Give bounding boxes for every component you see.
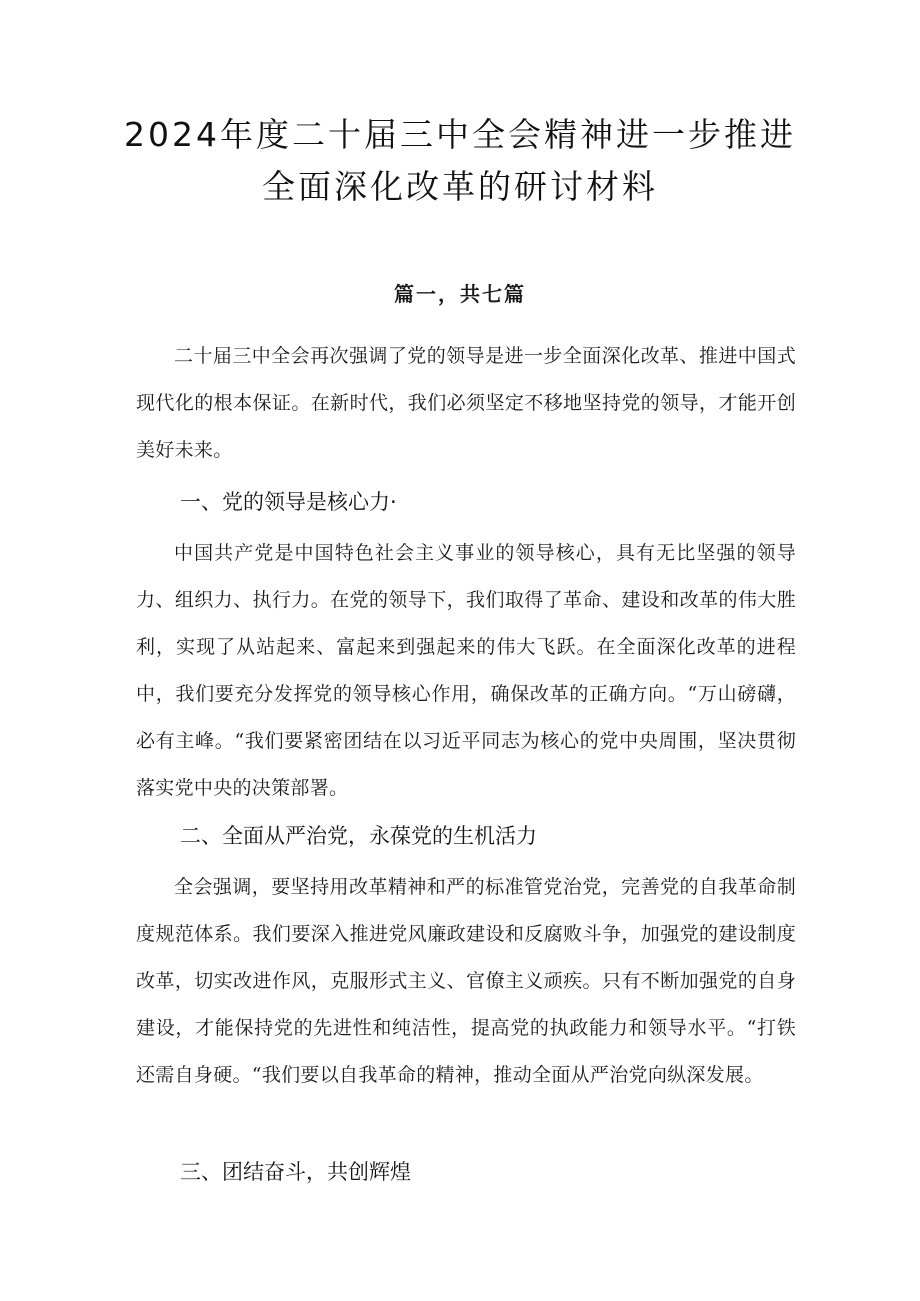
document-title-line-1: 2024年度二十届三中全会精神进一步推进	[124, 115, 796, 154]
section-body-2: 全会强调，要坚持用改革精神和严的标准管党治党，完善党的自我革命制度规范体系。我们要深入推进党风廉政建设和反腐败斗争，加强党的建设制度改革，切实改进作风，克服形式主义、官僚主义顽疾。只有不断加强党的自身建设，才能保持党的先进性和纯洁性，提高党的执政能力和领导水平。“打铁还需自身硬。“我们要以自我革命的精神，推动全面从严治党向纵深发展。	[136, 876, 796, 1086]
section-heading-1: 一、党的领导是核心力·	[180, 490, 397, 514]
intro-paragraph: 二十届三中全会再次强调了党的领导是进一步全面深化改革、推进中国式现代化的根本保证。在新时代，我们必须坚定不移地坚持党的领导，才能开创美好未来。	[136, 345, 796, 461]
document-subtitle: 篇一，共七篇	[394, 282, 526, 306]
section-heading-3: 三、团结奋斗，共创辉煌	[180, 1160, 411, 1184]
section-heading-2: 二、全面从严治党，永葆党的生机活力	[180, 824, 537, 848]
document-title-line-2: 全面深化改革的研讨材料	[262, 167, 658, 206]
section-body-1: 中国共产党是中国特色社会主义事业的领导核心，具有无比坚强的领导力、组织力、执行力。在党的领导下，我们取得了革命、建设和改革的伟大胜利，实现了从站起来、富起来到强起来的伟大飞跃。在全面深化改革的进程中，我们要充分发挥党的领导核心作用，确保改革的正确方向。“万山磅礴，必有主峰。“我们要紧密团结在以习近平同志为核心的党中央周围，坚决贯彻落实党中央的决策部署。	[136, 542, 796, 799]
